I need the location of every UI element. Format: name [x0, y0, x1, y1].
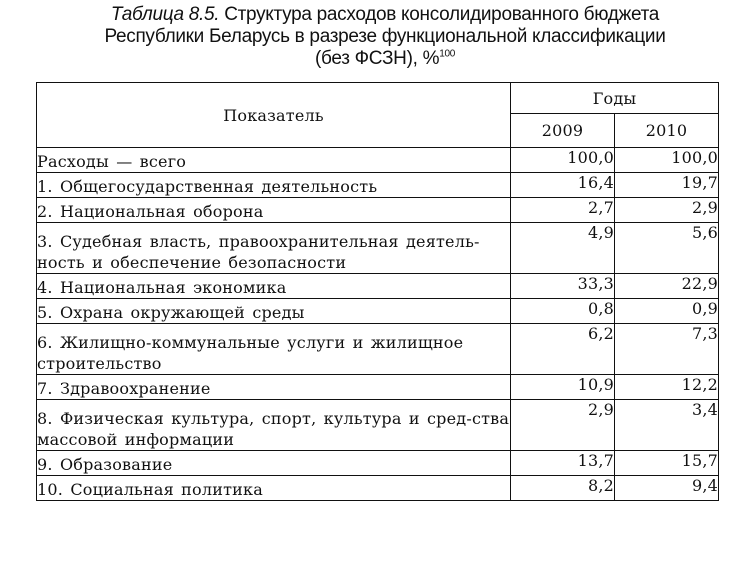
row-label: 9. Образование	[37, 451, 511, 476]
table-row	[37, 451, 719, 476]
table-row	[37, 223, 719, 274]
value-2010: 2,9	[615, 198, 719, 223]
caption-line-2: Республики Беларусь в разрезе функциональной классификации	[104, 26, 666, 47]
value-2010: 12,2	[615, 375, 719, 400]
value-2009: 33,3	[511, 274, 615, 299]
value-2010: 100,0	[615, 148, 719, 173]
indicator-header: Показатель	[37, 83, 511, 148]
value-2010: 3,4	[615, 400, 719, 451]
row-label: 6. Жилищно-коммунальные услуги и жилищное строительство	[37, 324, 511, 375]
table-caption	[40, 4, 730, 70]
row-label: 4. Национальная экономика	[37, 274, 511, 299]
caption-title-part-1: Структура расходов консолидированного бюджета	[219, 4, 660, 25]
table-row	[37, 476, 719, 501]
table-row	[37, 274, 719, 299]
expenditure-table	[36, 82, 719, 501]
value-2010: 19,7	[615, 173, 719, 198]
row-label: 1. Общегосударственная деятельность	[37, 173, 511, 198]
table-row	[37, 375, 719, 400]
years-group-header: Годы	[511, 83, 719, 114]
value-2009: 8,2	[511, 476, 615, 501]
value-2010: 7,3	[615, 324, 719, 375]
table-row	[37, 148, 719, 173]
row-label: 2. Национальная оборона	[37, 198, 511, 223]
value-2010: 22,9	[615, 274, 719, 299]
table-row	[37, 299, 719, 324]
row-label: Расходы — всего	[37, 148, 511, 173]
row-label: 10. Социальная политика	[37, 476, 511, 501]
caption-line-1	[40, 4, 730, 26]
value-2009: 4,9	[511, 223, 615, 274]
table-row	[37, 400, 719, 451]
value-2009: 6,2	[511, 324, 615, 375]
caption-line-3	[40, 48, 730, 70]
row-label: 5. Охрана окружающей среды	[37, 299, 511, 324]
table-row	[37, 173, 719, 198]
value-2009: 10,9	[511, 375, 615, 400]
table-row	[37, 324, 719, 375]
table-label: Таблица 8.5.	[110, 4, 220, 25]
value-2009: 0,8	[511, 299, 615, 324]
year-2009-header: 2009	[511, 114, 615, 148]
year-2010-header: 2010	[615, 114, 719, 148]
row-label: 8. Физическая культура, спорт, культура и сред-ства массовой информации	[37, 400, 511, 451]
value-2009: 2,7	[511, 198, 615, 223]
value-2010: 0,9	[615, 299, 719, 324]
caption-unit: (без ФСЗН), %	[315, 48, 440, 69]
row-label: 3. Судебная власть, правоохранительная деятель-ность и обеспечение безопасности	[37, 223, 511, 274]
value-2010: 9,4	[615, 476, 719, 501]
row-label: 7. Здравоохранение	[37, 375, 511, 400]
table-row	[37, 198, 719, 223]
footnote-reference: 100	[439, 48, 455, 60]
value-2010: 15,7	[615, 451, 719, 476]
value-2009: 100,0	[511, 148, 615, 173]
value-2010: 5,6	[615, 223, 719, 274]
value-2009: 2,9	[511, 400, 615, 451]
value-2009: 13,7	[511, 451, 615, 476]
value-2009: 16,4	[511, 173, 615, 198]
